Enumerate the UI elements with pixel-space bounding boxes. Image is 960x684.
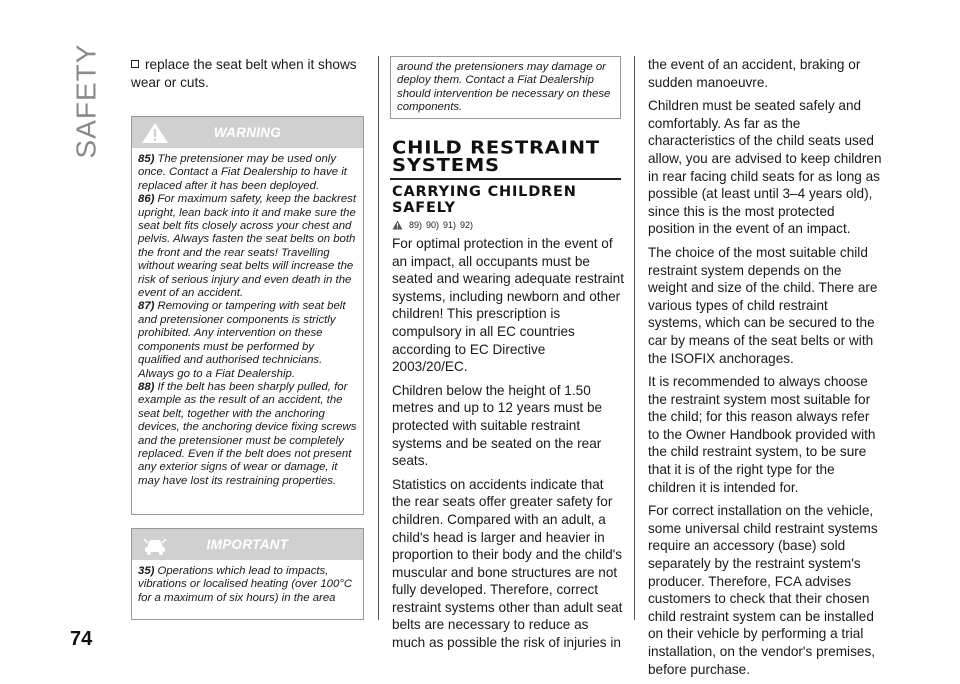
warning-triangle-icon bbox=[140, 121, 170, 145]
warning-item-number: 88) bbox=[138, 380, 155, 393]
section-label bbox=[66, 43, 106, 159]
important-item-number: 35) bbox=[138, 565, 155, 577]
paragraph: For correct installation on the vehicle, some universal child restraint systems require an accessory (base) sold separately by the restraint system's producer. Therefore, FCA advises customers to check that their chosen child restraint system can be installed on their vehicle by performing a trial installation, on the vendor's premises, before purchase. bbox=[648, 503, 878, 677]
section-label-text: SAFETY bbox=[70, 43, 102, 159]
warning-item-text: If the belt has been sharply pulled, for example as the result of an accident, the seat belt, together with the anchoring devices, the anchoring device fixing screws and the pretensioner must be completely replaced. Even if the belt does not present any exterior signs of wear or damage, it may have lost its restraining properties. bbox=[138, 380, 357, 487]
important-box bbox=[131, 528, 364, 620]
column-2-body bbox=[392, 235, 624, 658]
warning-title: WARNING bbox=[213, 125, 282, 140]
checkbox-bullet-icon bbox=[131, 60, 139, 68]
paragraph: For optimal protection in the event of an impact, all occupants must be seated and wearing adequate restraint systems, including newborn and other children! This prescription is compulsory in all EC countries according to EC Directive 2003/20/EC. bbox=[392, 236, 625, 375]
warning-item bbox=[138, 381, 357, 488]
column-1-lead bbox=[131, 56, 364, 92]
car-important-icon bbox=[140, 533, 170, 557]
column-3-body bbox=[648, 56, 884, 684]
warning-item-number: 85) bbox=[138, 153, 155, 165]
warning-references bbox=[392, 220, 473, 230]
paragraph: the event of an accident, braking or sudden manoeuvre. bbox=[648, 57, 861, 90]
warning-body bbox=[132, 148, 363, 494]
carrying-children-heading: CARRYING CHILDREN SAFELY bbox=[392, 184, 577, 216]
warning-item bbox=[138, 153, 357, 193]
important-continued-text: around the pretensioners may damage or deploy them. Contact a Fiat Dealership should intervention be necessary on these components. bbox=[397, 61, 611, 114]
important-continued-box bbox=[390, 56, 621, 119]
child-restraint-heading: CHILD RESTRAINT SYSTEMS bbox=[392, 137, 600, 176]
warning-header bbox=[132, 117, 363, 148]
warning-ref-icon bbox=[392, 220, 403, 230]
warning-item-number: 87) bbox=[138, 300, 155, 313]
warning-item bbox=[138, 300, 357, 380]
paragraph: Children below the height of 1.50 metres and up to 12 years must be protected with suitable restraint systems and be seated on the rear seats. bbox=[392, 382, 603, 469]
column-divider bbox=[634, 56, 635, 620]
heading-rule bbox=[390, 178, 621, 180]
paragraph: Children must be seated safely and comfortably. As far as the characteristics of the child seats used allow, you are advised to keep children in rear facing child seats for as long as possible (at least until 3–4 years old), since this is the most protected position in the event of an impact. bbox=[648, 98, 882, 237]
warning-item-text: The pretensioner may be used only once. Contact a Fiat Dealership to have it replaced after it has been deployed. bbox=[138, 153, 347, 192]
ref-number: 90) bbox=[426, 220, 440, 230]
lead-text: replace the seat belt when it shows wear or cuts. bbox=[131, 57, 357, 90]
page-number: 74 bbox=[70, 628, 93, 650]
important-item-text: Operations which lead to impacts, vibrations or localised heating (over 100°C for a maximum of six hours) in the area bbox=[138, 565, 353, 604]
warning-item-text: Removing or tampering with seat belt and pretensioner components is strictly prohibited. Any intervention on these components must be performed by qualified and authorised technicians. Always go to a Fiat Dealership. bbox=[138, 300, 346, 380]
paragraph: It is recommended to always choose the restraint system most suitable for the child; for this reason always refer to the Owner Handbook provided with the child restraint system, to be sure that it is of the right type for the children it is intended for. bbox=[648, 374, 876, 495]
ref-number: 91) bbox=[443, 220, 457, 230]
important-item bbox=[138, 565, 357, 605]
warning-item-text: For maximum safety, keep the backrest upright, lean back into it and make sure the seat belt fits closely across your chest and pelvis. Always fasten the seat belts on both the front and the rear seats! Travelling without wearing seat belts will increase the risk of serious injury and even death in the event of an accident. bbox=[138, 193, 357, 300]
important-title: IMPORTANT bbox=[206, 537, 289, 552]
important-body bbox=[132, 560, 363, 611]
ref-number: 92) bbox=[460, 220, 474, 230]
warning-item-number: 86) bbox=[138, 193, 155, 206]
column-divider bbox=[378, 56, 379, 620]
warning-box bbox=[131, 116, 364, 515]
ref-number: 89) bbox=[409, 220, 423, 230]
paragraph: The choice of the most suitable child restraint system depends on the weight and size of the child. There are various types of child restraint systems, which can be secured to the car by means of the seat belts or with the ISOFIX anchorages. bbox=[648, 244, 878, 366]
important-continued-body bbox=[391, 57, 620, 119]
warning-item bbox=[138, 193, 357, 300]
important-header bbox=[132, 529, 363, 560]
paragraph: Statistics on accidents indicate that the rear seats offer greater safety for children. Compared with an adult, a child's head is larger and heavier in proportion to their body and the child's muscular and bone structures are not fully developed. Therefore, correct restraint systems other than adult seat belts are necessary to reduce as much as possible the risk of injuries in bbox=[392, 476, 623, 651]
